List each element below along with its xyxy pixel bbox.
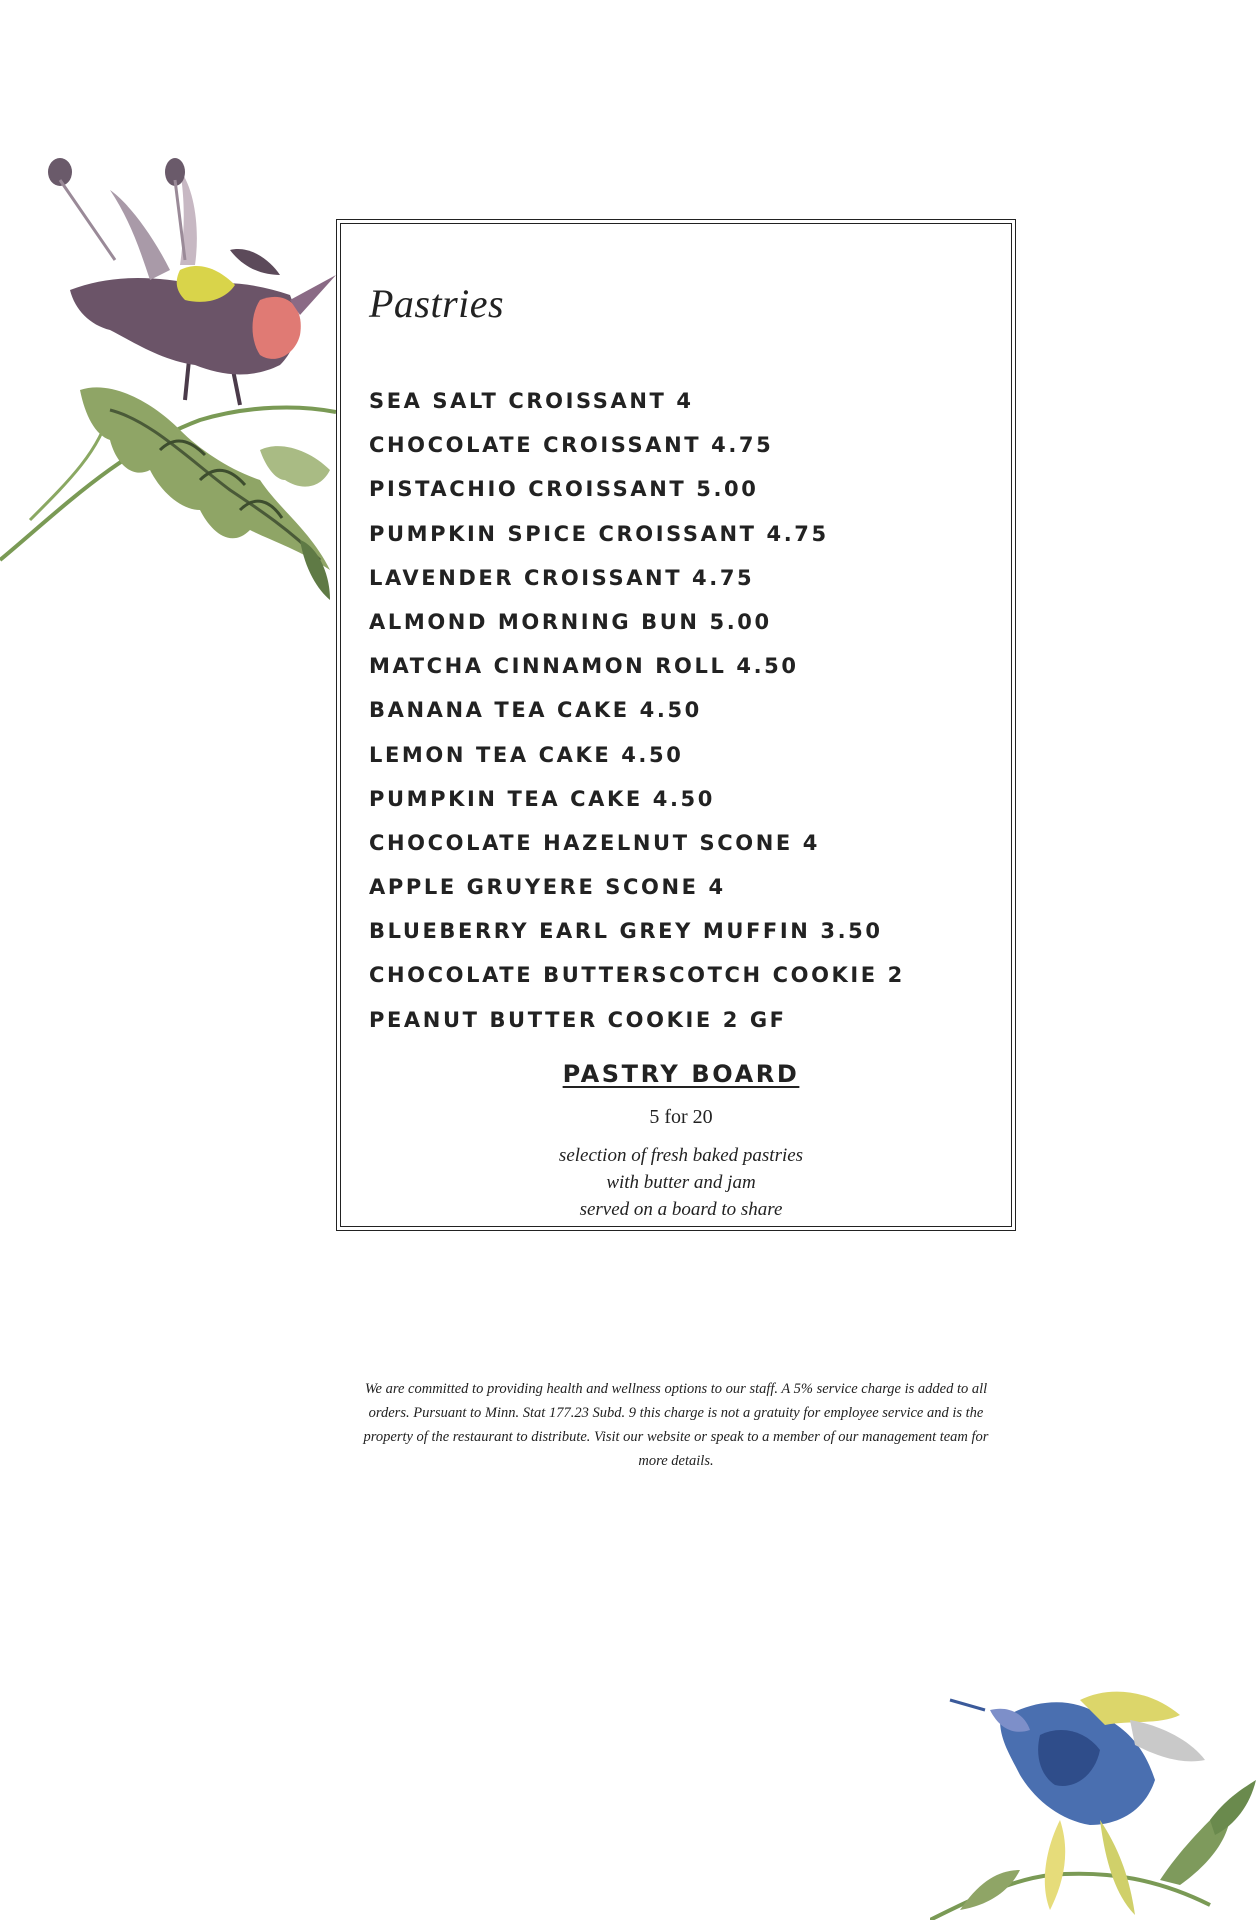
description-line: with butter and jam — [606, 1172, 756, 1193]
hummingbird-illustration — [0, 150, 336, 620]
description-line: served on a board to share — [579, 1199, 783, 1220]
menu-item: CHOCOLATE CROISSANT 4.75 — [369, 433, 774, 458]
menu-item: CHOCOLATE HAZELNUT SCONE 4 — [369, 830, 820, 855]
menu-item: PUMPKIN SPICE CROISSANT 4.75 — [369, 521, 829, 546]
menu-item: BLUEBERRY EARL GREY MUFFIN 3.50 — [369, 919, 883, 944]
service-charge-note: We are committed to providing health and wellness options to our staff. A 5% service charge is added to all orders. Pursuant to Minn. Stat 177.23 Subd. 9 this charge is not a gratuity for employee service and is the property of the restaurant to distribute. Visit our website or speak to a member of our management team for more details. — [363, 1381, 989, 1469]
pastry-board-heading — [501, 1060, 861, 1088]
menu-item: MATCHA CINNAMON ROLL 4.50 — [369, 654, 799, 679]
menu-item: LAVENDER CROISSANT 4.75 — [369, 565, 755, 590]
section-title: Pastries — [369, 281, 505, 326]
menu-item: APPLE GRUYERE SCONE 4 — [369, 875, 726, 900]
menu-item: LEMON TEA CAKE 4.50 — [369, 742, 684, 767]
menu-item: BANANA TEA CAKE 4.50 — [369, 698, 702, 723]
pastry-board-price: 5 for 20 — [649, 1106, 713, 1128]
pastry-board-title: PASTRY BOARD — [562, 1060, 800, 1088]
menu-item: CHOCOLATE BUTTERSCOTCH COOKIE 2 — [369, 963, 905, 988]
pastry-list — [369, 379, 905, 1042]
pastries-menu-frame — [336, 219, 1016, 1231]
menu-item: PISTACHIO CROISSANT 5.00 — [369, 477, 759, 502]
menu-item: PEANUT BUTTER COOKIE 2 GF — [369, 1007, 787, 1032]
menu-item: ALMOND MORNING BUN 5.00 — [369, 609, 772, 634]
bird-on-branch-illustration — [930, 1680, 1256, 1920]
description-line: selection of fresh baked pastries — [558, 1145, 804, 1166]
menu-item: PUMPKIN TEA CAKE 4.50 — [369, 786, 715, 811]
menu-item: SEA SALT CROISSANT 4 — [369, 389, 694, 413]
pastries-menu-inner-frame — [340, 223, 1012, 1227]
pastry-board-description — [501, 1142, 861, 1223]
